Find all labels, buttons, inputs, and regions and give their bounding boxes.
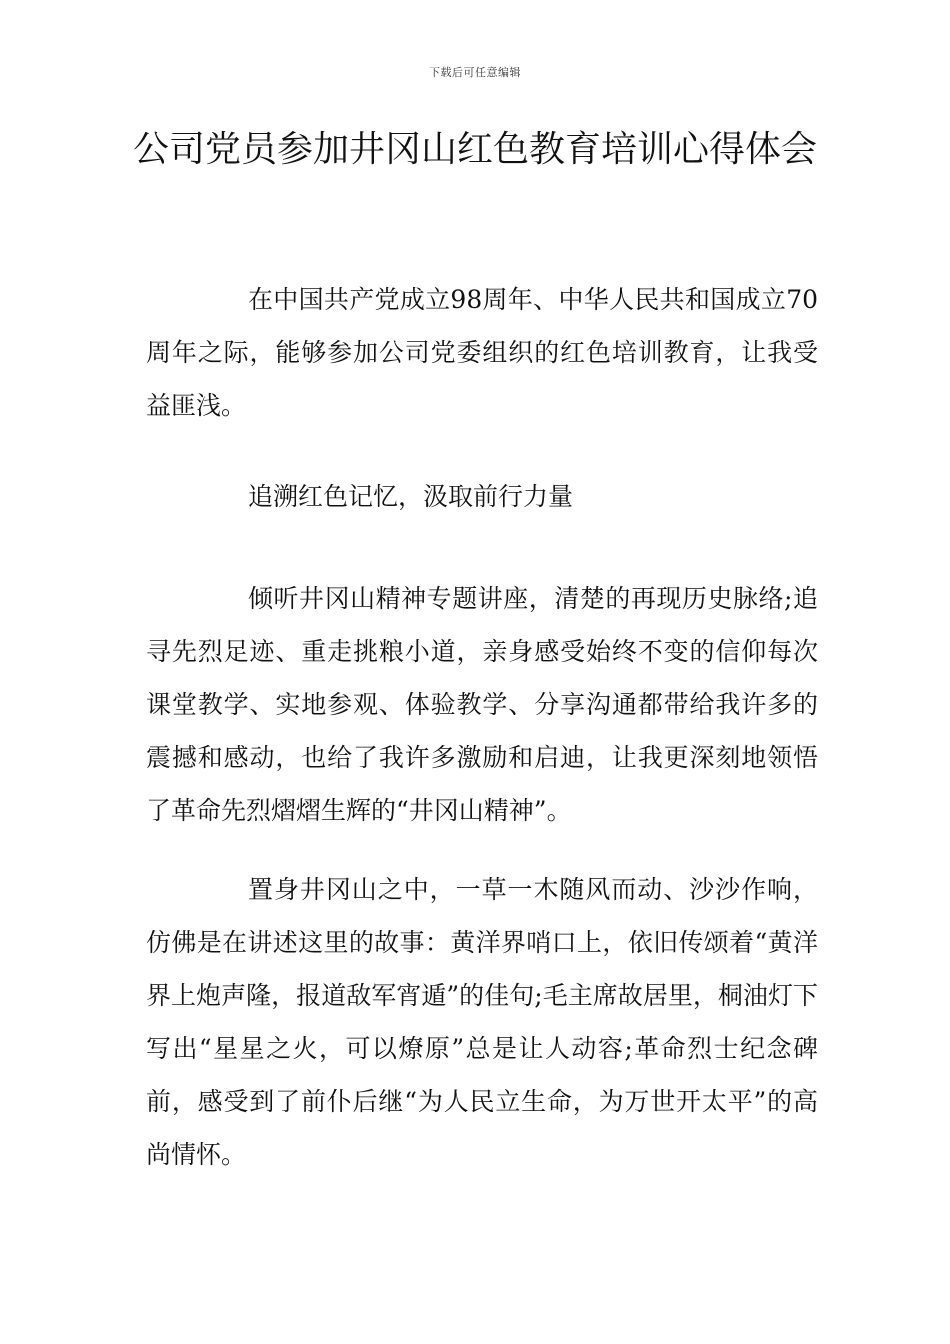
page-header-note: 下载后可任意编辑 bbox=[429, 66, 521, 79]
paragraph-lecture: 倾听井冈山精神专题讲座，清楚的再现历史脉络;追寻先烈足迹、重走挑粮小道，亲身感受始终不变的信仰每次课堂教学、实地参观、体验教学、分享沟通都带给我许多的震撼和感动，也给了我许多激励和启迪，让我更深刻地领悟了革命先烈熠熠生辉的“井冈山精神”。 bbox=[146, 584, 818, 825]
document-title: 公司党员参加井冈山红色教育培训心得体会 bbox=[132, 129, 817, 170]
section-heading: 追溯红色记忆，汲取前行力量 bbox=[248, 482, 574, 511]
paragraph-intro: 在中国共产党成立98周年、中华人民共和国成立70周年之际，能够参加公司党委组织的红色培训教育，让我受益匪浅。 bbox=[146, 285, 818, 420]
paragraph-jinggangshan: 置身井冈山之中，一草一木随风而动、沙沙作响，仿佛是在讲述这里的故事：黄洋界哨口上，依旧传颂着“黄洋界上炮声隆，报道敌军宵遁”的佳句;毛主席故居里，桐油灯下写出“星星之火，可以燎原”总是让人动容;革命烈士纪念碑前，感受到了前仆后继“为人民立生命，为万世开太平”的高尚情怀。 bbox=[146, 875, 818, 1169]
